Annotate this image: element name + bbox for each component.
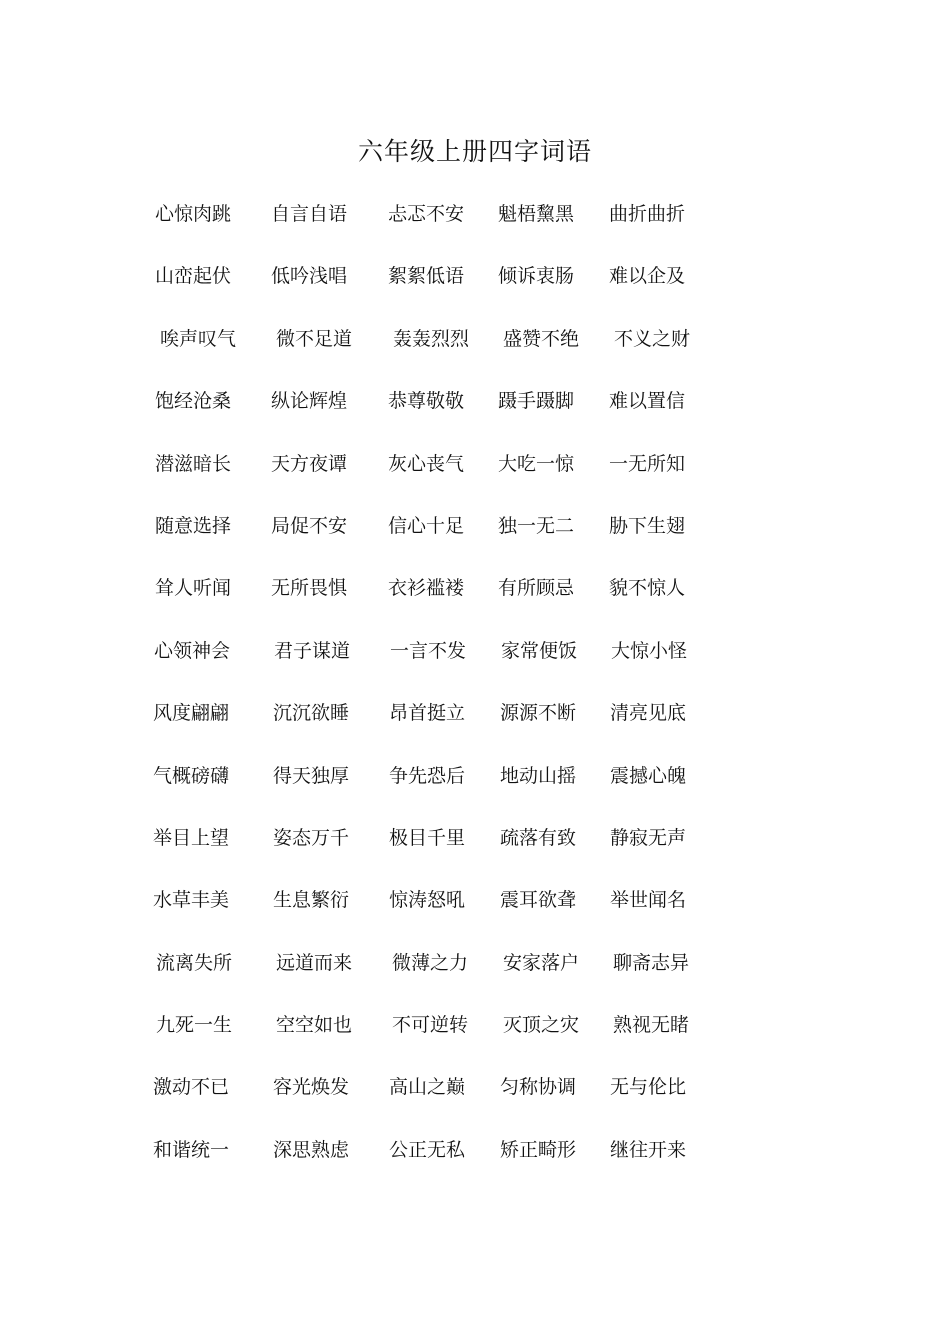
word-item: 公正无私	[389, 1138, 466, 1161]
word-item: 流离失所	[156, 951, 233, 974]
word-item: 安家落户	[503, 951, 580, 974]
word-row	[0, 1073, 950, 1135]
word-item: 生息繁衍	[273, 889, 350, 912]
word-item: 熟视无睹	[613, 1014, 690, 1037]
word-row	[0, 1136, 950, 1198]
word-item: 聊斋志异	[613, 951, 690, 974]
word-item: 风度翩翩	[153, 702, 230, 725]
word-row	[0, 886, 950, 948]
word-item: 难以企及	[609, 265, 686, 288]
word-item: 盛赞不绝	[503, 327, 580, 350]
word-item: 微薄之力	[392, 951, 469, 974]
word-item: 得天独厚	[273, 764, 350, 787]
word-item: 疏落有致	[500, 826, 577, 849]
word-item: 大惊小怪	[611, 639, 688, 662]
word-row	[0, 450, 950, 512]
word-item: 气概磅礴	[153, 764, 230, 787]
word-item: 无所畏惧	[271, 577, 348, 600]
word-item: 蹑手蹑脚	[498, 390, 575, 413]
word-item: 不义之财	[614, 327, 691, 350]
word-item: 低吟浅唱	[271, 265, 348, 288]
word-item: 极目千里	[389, 826, 466, 849]
word-item: 心惊肉跳	[155, 203, 232, 225]
word-item: 远道而来	[276, 951, 353, 974]
word-item: 静寂无声	[610, 826, 687, 849]
word-item: 微不足道	[276, 327, 353, 350]
word-grid	[0, 200, 950, 1198]
word-item: 昂首挺立	[389, 702, 466, 725]
word-item: 震撼心魄	[610, 764, 687, 787]
word-row	[0, 824, 950, 886]
word-item: 倾诉衷肠	[498, 265, 575, 288]
word-item: 絮絮低语	[388, 265, 465, 288]
word-item: 清亮见底	[610, 702, 687, 725]
word-item: 家常便饭	[501, 639, 578, 662]
word-item: 容光焕发	[273, 1076, 350, 1099]
word-row	[0, 637, 950, 699]
word-item: 一无所知	[609, 452, 686, 475]
word-item: 九死一生	[156, 1014, 233, 1037]
word-item: 一言不发	[390, 639, 467, 662]
word-item: 纵论辉煌	[271, 390, 348, 413]
word-item: 继往开来	[610, 1138, 687, 1161]
word-row	[0, 387, 950, 449]
word-row	[0, 325, 950, 387]
word-item: 惊涛怒吼	[389, 889, 466, 912]
word-item: 难以置信	[609, 390, 686, 413]
word-item: 空空如也	[276, 1014, 353, 1037]
word-item: 信心十足	[388, 514, 465, 537]
word-item: 举世闻名	[610, 889, 687, 912]
word-row	[0, 762, 950, 824]
word-item: 矫正畸形	[500, 1138, 577, 1161]
word-item: 源源不断	[500, 702, 577, 725]
word-row	[0, 200, 950, 262]
word-item: 姿态万千	[273, 826, 350, 849]
word-item: 高山之巅	[389, 1076, 466, 1099]
word-item: 匀称协调	[500, 1076, 577, 1099]
word-item: 激动不已	[153, 1076, 230, 1099]
word-item: 大吃一惊	[498, 452, 575, 475]
word-item: 震耳欲聋	[500, 889, 577, 912]
word-item: 不可逆转	[392, 1014, 469, 1037]
word-row	[0, 949, 950, 1011]
word-item: 自言自语	[271, 203, 348, 225]
word-item: 地动山摇	[500, 764, 577, 787]
word-item: 和谐统一	[153, 1138, 230, 1161]
word-item: 恭尊敬敬	[388, 390, 465, 413]
word-item: 魁梧黧黑	[498, 203, 575, 225]
word-row	[0, 574, 950, 636]
word-item: 衣衫褴褛	[388, 577, 465, 600]
word-item: 耸人听闻	[155, 577, 232, 600]
word-item: 深思熟虑	[273, 1138, 350, 1161]
word-item: 随意选择	[155, 514, 232, 537]
word-item: 争先恐后	[389, 764, 466, 787]
word-row	[0, 262, 950, 324]
word-item: 潜滋暗长	[155, 452, 232, 475]
word-row	[0, 699, 950, 761]
word-item: 曲折曲折	[609, 203, 686, 225]
word-row	[0, 1011, 950, 1073]
word-item: 水草丰美	[153, 889, 230, 912]
word-item: 天方夜谭	[271, 452, 348, 475]
word-item: 沉沉欲睡	[273, 702, 350, 725]
word-item: 心领神会	[154, 639, 231, 662]
word-row	[0, 512, 950, 574]
word-item: 忐忑不安	[388, 203, 465, 225]
word-item: 独一无二	[498, 514, 575, 537]
word-item: 有所顾忌	[498, 577, 575, 600]
word-item: 灭顶之灾	[503, 1014, 580, 1037]
word-item: 胁下生翅	[609, 514, 686, 537]
word-item: 貌不惊人	[609, 577, 686, 600]
word-item: 局促不安	[271, 514, 348, 537]
word-item: 山峦起伏	[155, 265, 232, 288]
word-item: 无与伦比	[610, 1076, 687, 1099]
word-item: 举目上望	[153, 826, 230, 849]
word-item: 唉声叹气	[160, 327, 237, 350]
word-item: 君子谋道	[274, 639, 351, 662]
word-item: 轰轰烈烈	[393, 327, 470, 350]
page-title: 六年级上册四字词语	[357, 137, 592, 166]
word-item: 灰心丧气	[388, 452, 465, 475]
word-item: 饱经沧桑	[155, 390, 232, 413]
